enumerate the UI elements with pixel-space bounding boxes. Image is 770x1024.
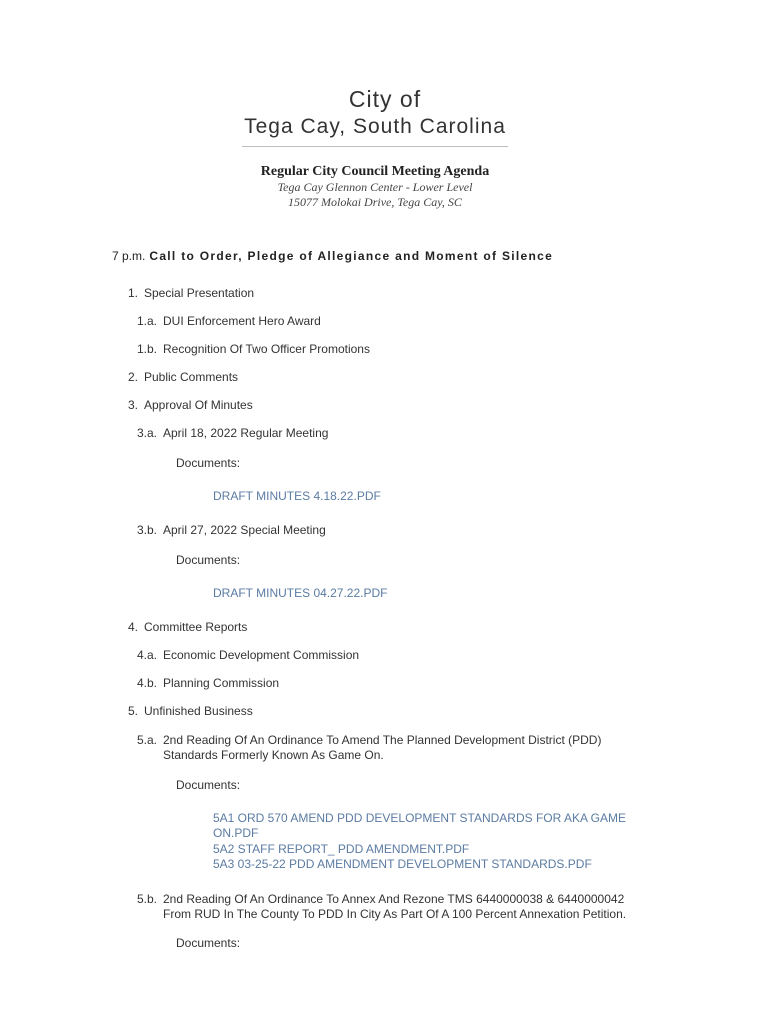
item-number: 2. — [127, 370, 138, 384]
agenda-item-5a-line2: Standards Formerly Known As Game On. — [163, 748, 384, 762]
meeting-address: 15077 Molokai Drive, Tega Cay, SC — [288, 195, 462, 209]
call-to-order — [112, 249, 553, 263]
document-link-5a2[interactable]: 5A2 STAFF REPORT_ PDD AMENDMENT.PDF — [213, 842, 470, 856]
item-number: 3. — [127, 398, 138, 412]
agenda-item-3 — [127, 398, 253, 412]
agenda-item-4 — [127, 620, 248, 634]
document-link-5a1[interactable]: 5A1 ORD 570 AMEND PDD DEVELOPMENT STANDARDS FOR AKA GAME — [213, 811, 626, 825]
item-text: Economic Development Commission — [163, 648, 360, 662]
agenda-item-4a — [136, 648, 360, 662]
call-to-order-time: 7 p.m. — [112, 249, 146, 263]
item-text: Planning Commission — [163, 676, 280, 690]
item-text: Approval Of Minutes — [144, 398, 253, 412]
item-text: 2nd Reading Of An Ordinance To Amend The Planned Development District (PDD) — [163, 733, 602, 747]
item-text: Committee Reports — [144, 620, 248, 634]
documents-label: Documents: — [176, 456, 241, 470]
agenda-item-3b — [136, 523, 326, 537]
documents-label: Documents: — [176, 778, 241, 792]
item-number: 1.a. — [136, 314, 157, 328]
item-number: 4. — [127, 620, 138, 634]
item-text: Public Comments — [144, 370, 239, 384]
agenda-item-2 — [127, 370, 239, 384]
item-text: Special Presentation — [144, 286, 255, 300]
agenda-item-5 — [127, 704, 253, 718]
agenda-item-5b-line2: From RUD In The County To PDD In City As Part Of A 100 Percent Annexation Petition. — [163, 907, 627, 921]
item-number: 3.b. — [136, 523, 157, 537]
item-text: 2nd Reading Of An Ordinance To Annex And Rezone TMS 6440000038 & 6440000042 — [163, 892, 625, 906]
item-number: 5. — [127, 704, 138, 718]
item-text: April 27, 2022 Special Meeting — [163, 523, 326, 537]
agenda-item-4b — [136, 676, 280, 690]
agenda-item-5a — [136, 733, 602, 747]
item-number: 3.a. — [136, 426, 157, 440]
agenda-item-5b — [136, 892, 625, 906]
meeting-title: Regular City Council Meeting Agenda — [260, 164, 490, 179]
documents-label: Documents: — [176, 936, 241, 950]
document-link-draft-minutes-042722[interactable]: DRAFT MINUTES 04.27.22.PDF — [213, 586, 388, 600]
item-number: 5.a. — [136, 733, 157, 747]
item-text: Unfinished Business — [144, 704, 253, 718]
item-text: Recognition Of Two Officer Promotions — [163, 342, 370, 356]
agenda-item-3a — [136, 426, 329, 440]
item-number: 4.a. — [136, 648, 157, 662]
document-link-draft-minutes-041822[interactable]: DRAFT MINUTES 4.18.22.PDF — [213, 489, 381, 503]
item-number: 5.b. — [136, 892, 157, 906]
item-number: 1. — [127, 286, 138, 300]
agenda-item-1b — [136, 342, 370, 356]
item-number: 1.b. — [136, 342, 157, 356]
agenda-item-1a — [136, 314, 321, 328]
city-title-line2: Tega Cay, South Carolina — [244, 115, 506, 138]
call-to-order-text: Call to Order, Pledge of Allegiance and Moment of Silence — [149, 249, 554, 263]
item-text: April 18, 2022 Regular Meeting — [163, 426, 329, 440]
header-divider — [242, 146, 508, 147]
item-number: 4.b. — [136, 676, 157, 690]
document-link-5a3[interactable]: 5A3 03-25-22 PDD AMENDMENT DEVELOPMENT STANDARDS.PDF — [213, 857, 592, 871]
agenda-item-1 — [127, 286, 255, 300]
city-title-line1: City of — [348, 86, 422, 112]
documents-label: Documents: — [176, 553, 241, 567]
document-link-5a1-line2[interactable]: ON.PDF — [213, 826, 259, 840]
meeting-venue: Tega Cay Glennon Center - Lower Level — [277, 180, 473, 194]
item-text: DUI Enforcement Hero Award — [163, 314, 321, 328]
